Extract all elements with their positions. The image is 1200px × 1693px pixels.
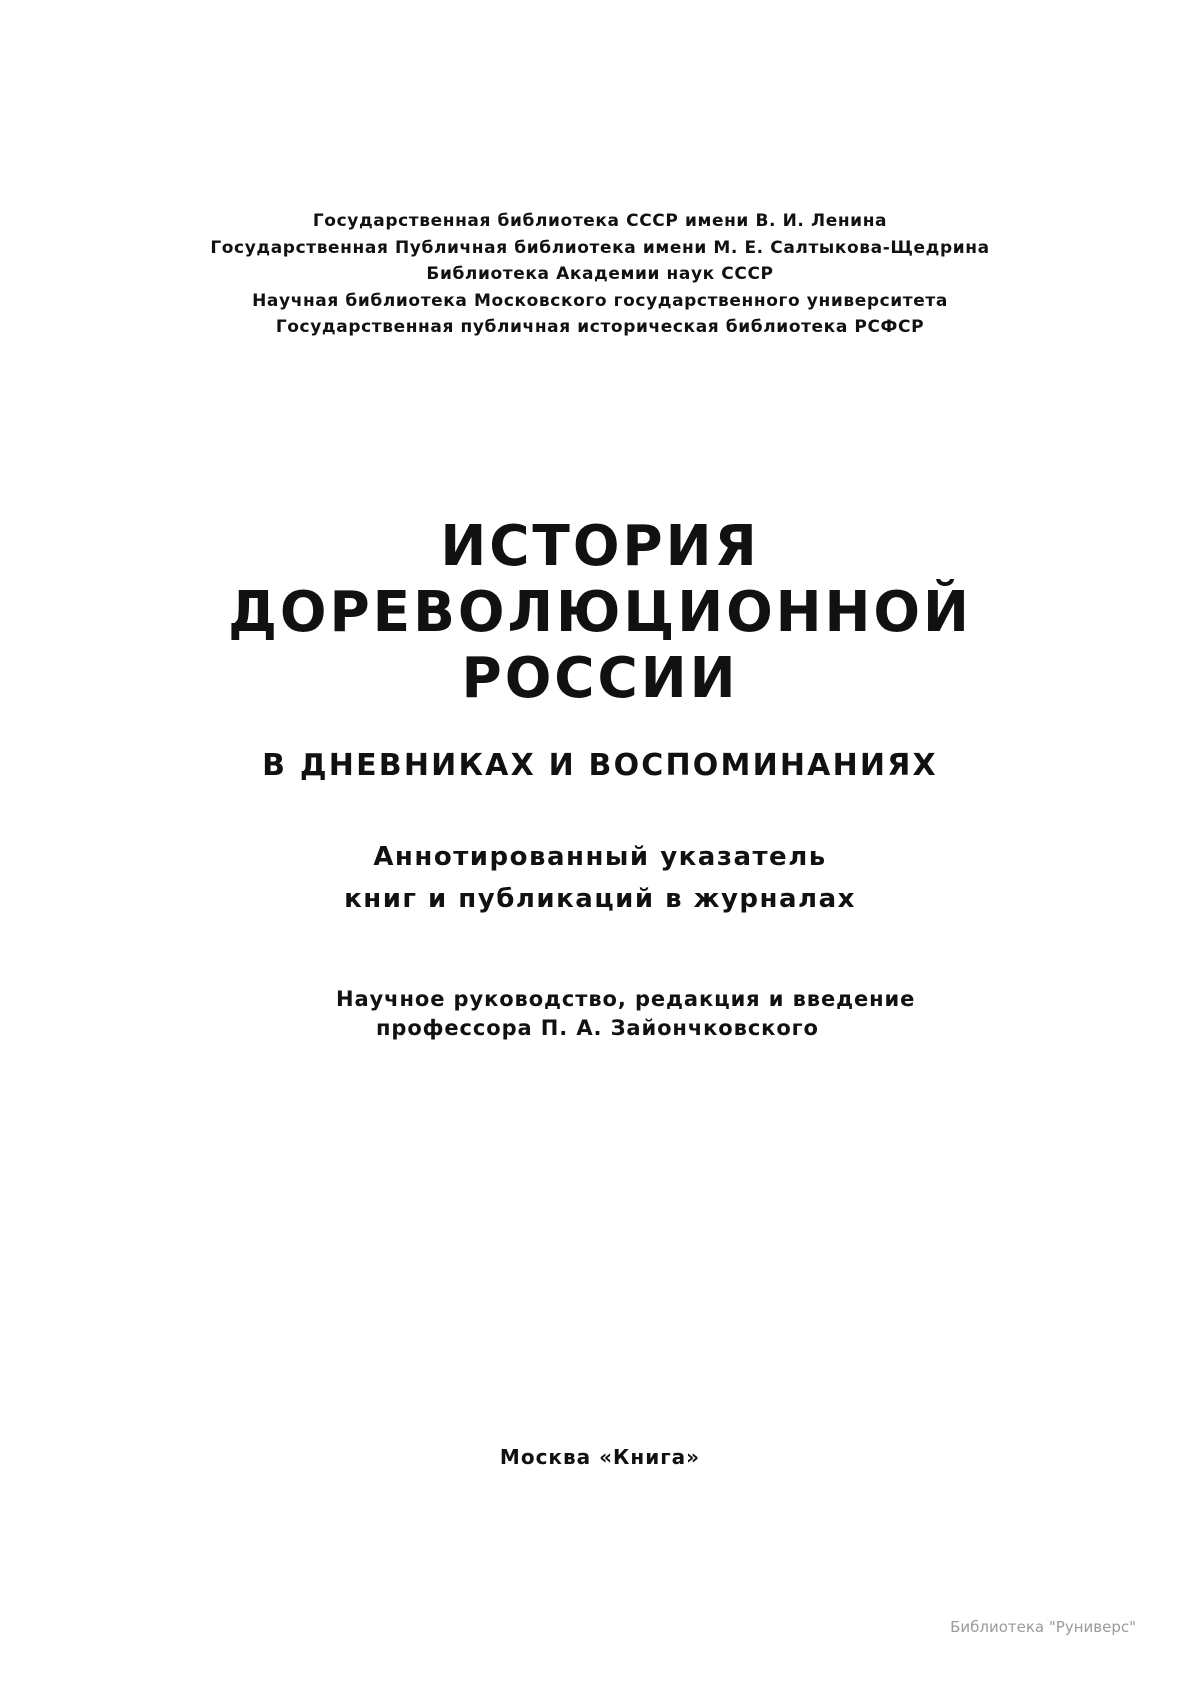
title-line-2: ДОРЕВОЛЮЦИОННОЙ xyxy=(228,580,972,645)
institution-line: Государственная библиотека СССР имени В. И. Ленина xyxy=(312,211,888,231)
title-line-1: ИСТОРИЯ xyxy=(440,514,760,579)
annotation-line-1: Аннотированный указатель xyxy=(373,842,827,872)
institution-line: Государственная Публичная библиотека имени М. Е. Салтыкова-Щедрина xyxy=(210,237,990,258)
title-line-3: РОССИИ xyxy=(461,646,739,711)
editor-line-2: профессора П. А. Зайончковского xyxy=(376,1016,819,1040)
book-subtitle: В ДНЕВНИКАХ И ВОСПОМИНАНИЯХ xyxy=(262,748,938,783)
book-title xyxy=(0,514,1200,712)
editor-credit xyxy=(336,985,916,1043)
institutions-list xyxy=(0,208,1200,341)
publisher-imprint: Москва «Книга» xyxy=(499,1445,701,1469)
editor-line-1: Научное руководство, редакция и введение xyxy=(336,987,916,1011)
annotation-line-2: книг и публикаций в журналах xyxy=(344,884,856,914)
annotation-description xyxy=(0,836,1200,920)
institution-line: Государственная публичная историческая библиотека РСФСР xyxy=(275,317,925,337)
institution-line: Библиотека Академии наук СССР xyxy=(426,264,774,284)
institution-line: Научная библиотека Московского государственного университета xyxy=(252,290,948,311)
library-watermark: Библиотека "Руниверс" xyxy=(950,1618,1136,1636)
